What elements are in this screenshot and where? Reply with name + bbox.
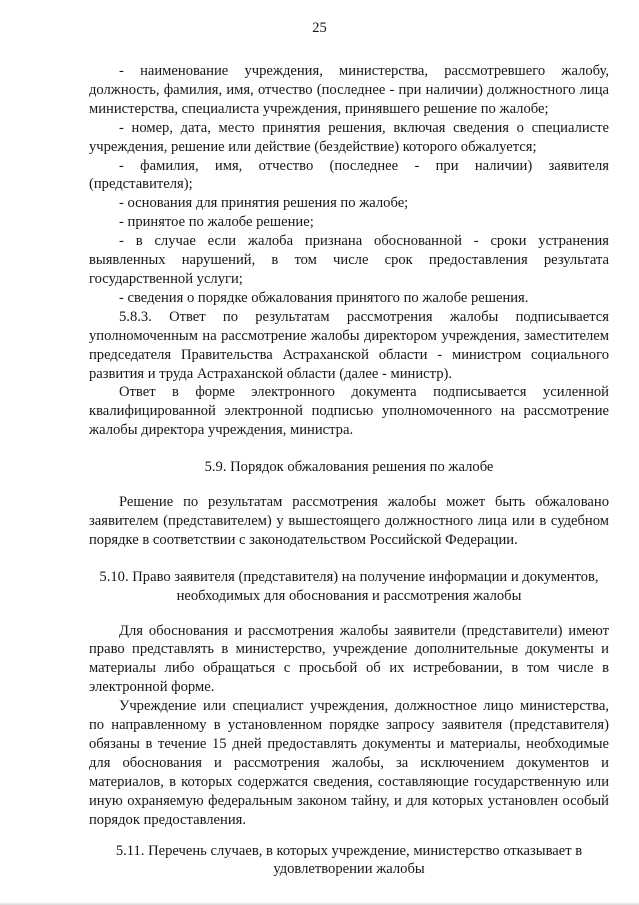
paragraph-document-provision: Учреждение или специалист учреждения, должностное лицо министерства, по направленному в установленном порядке запросу заявителя (представителя) обязаны в течение 15 дней предоставлять документы и материалы, необходимые для обоснования и рассмотрения жалобы, за исключением документов и материалов, в которых содержатся сведения, составляющие государственную или иную охраняемую федеральным законом тайну, и для которых установлен особый порядок предоставления. <box>89 698 609 828</box>
heading-5-11: 5.11. Перечень случаев, в которых учреждение, министерство отказывает в удовлетворении жалобы <box>115 842 583 878</box>
paragraph-decision-made: - принятое по жалобе решение; <box>119 214 314 231</box>
heading-5-10: 5.10. Право заявителя (представителя) на получение информации и документов, необходимых для обоснования и рассмотрения жалобы <box>99 568 599 604</box>
paragraph-applicant-name: - фамилия, имя, отчество (последнее - при наличии) заявителя (представителя); <box>89 157 609 193</box>
paragraph-appeal-decision: Решение по результатам рассмотрения жалобы может быть обжаловано заявителем (представителем) у вышестоящего должностного лица или в судебном порядке в соответствии с законодательством Российской Федерации. <box>89 494 609 548</box>
paragraph-appeal-info: - сведения о порядке обжалования принятого по жалобе решения. <box>119 289 529 306</box>
paragraph-remedy-terms: - в случае если жалоба признана обоснованной - сроки устранения выявленных нарушений, в том числе срок предоставления результата государственной услуги; <box>89 233 609 287</box>
document-body <box>89 62 609 879</box>
paragraph-decision-number: - номер, дата, место принятия решения, включая сведения о специалисте учреждения, решение или действие (бездействие) которого обжалуется; <box>89 119 609 155</box>
paragraph-institution-name: - наименование учреждения, министерства, рассмотревшего жалобу, должность, фамилия, имя, отчество (последнее - при наличии) должностного лица министерства, специалиста учреждения, принявшего решение по жалобе; <box>89 63 609 117</box>
paragraph-applicant-rights: Для обоснования и рассмотрения жалобы заявители (представители) имеют право представлять в министерство, учреждение дополнительные документы и материалы либо обращаться с просьбой об их истребовании, в том числе в электронной форме. <box>89 622 609 696</box>
page-number: 25 <box>312 20 327 36</box>
paragraph-decision-grounds: - основания для принятия решения по жалобе; <box>119 195 409 212</box>
paragraph-electronic-signature: Ответ в форме электронного документа подписывается усиленной квалифицированной электронной подписью уполномоченного на рассмотрение жалобы директора учреждения, министра. <box>89 384 609 439</box>
heading-5-9: 5.9. Порядок обжалования решения по жалобе <box>204 459 494 476</box>
paragraph-5-8-3: 5.8.3. Ответ по результатам рассмотрения жалобы подписывается уполномоченным на рассмотрение жалобы директором учреждения, заместителем председателя Правительства Астраханской области - министром социального развития и труда Астраханской области (далее - министр). <box>89 308 609 382</box>
